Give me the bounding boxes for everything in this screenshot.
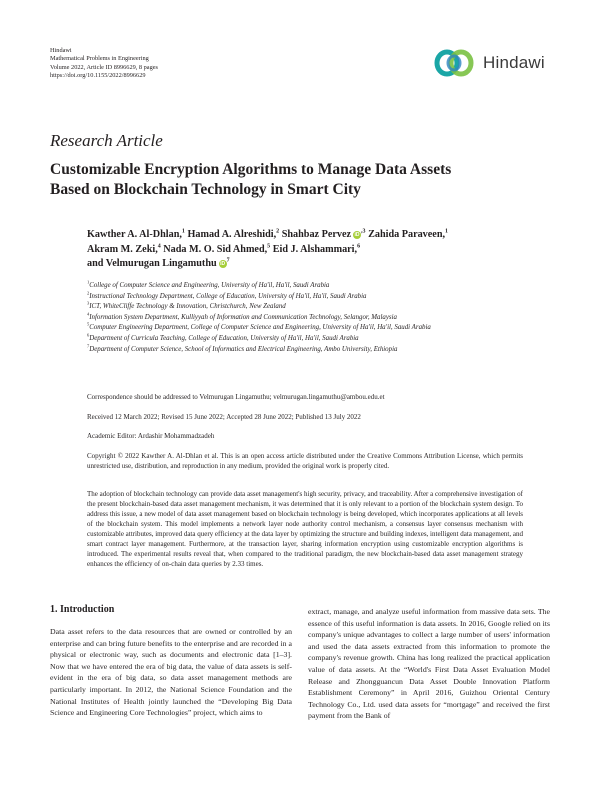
author-name: Akram M. Zeki,: [87, 243, 158, 255]
author-name: Eid J. Alshammari,: [272, 243, 358, 255]
abstract: The adoption of blockchain technology can provide data asset management's high security, privacy, and traceability. After a comprehensive investigation of the present blockchain-based data asset management mechanism, it was determined that it is only relevant to a portion of the blockchain system design. To address this issue, a new model of data asset management based on blockchain technology is being developed, which incorporates applications at all levels of the blockchain system. This model implements a network layer node authority control mechanism, a consensus layer consensus mechanism with customizable attributes, improved data query efficiency at the data layer by optimizing the structure and building indexes, intelligent data management, and smart contract layer management. Furthermore, at the transaction layer, sharing information encryption using customizable encryption algorithms is introduced. The experimental results reveal that, when compared to the traditional paradigm, the new blockchain-based data asset management strategy enhances the efficiency of on-chain data queries by 2.33 times.: [87, 490, 523, 568]
affiliation-mark: 5: [87, 322, 90, 328]
article-title: [50, 160, 520, 199]
affiliation: [87, 302, 537, 313]
affiliation: [87, 323, 537, 334]
affiliation: [87, 334, 537, 345]
copyright-notice: Copyright © 2022 Kawther A. Al-Dhlan et al. This is an open access article distributed under the Creative Commons Attribution License, which permits unrestricted use, distribution, and reproduction in any medium, provided the original work is properly cited.: [87, 452, 523, 470]
publication-dates: Received 12 March 2022; Revised 15 June 2022; Accepted 28 June 2022; Published 13 July 2022: [87, 413, 361, 421]
title-line: Based on Blockchain Technology in Smart City: [50, 180, 361, 198]
affiliation-text: Computer Engineering Department, College of Computer Science and Engineering, University of Ha'il, Ha'il, Saudi Arabia: [89, 324, 431, 332]
author-name: Kawther A. Al-Dhlan,: [87, 229, 182, 240]
author-name: Zahida Paraveen,: [368, 229, 446, 240]
author-affil-mark: 5: [267, 243, 271, 250]
author-name: Hamad A. Alreshidi,: [187, 229, 277, 240]
logo-wordmark: Hindawi: [483, 53, 545, 72]
orcid-icon[interactable]: iD: [220, 260, 226, 267]
affiliation-text: College of Computer Science and Engineering, University of Ha'il, Ha'il, Saudi Arabia: [89, 282, 330, 289]
affiliation: [87, 345, 537, 356]
correspondence: Correspondence should be addressed to Velmurugan Lingamuthu; velmurugan.lingamuthu@ambou.edu.et: [87, 393, 385, 401]
author-affil-mark: 7: [226, 257, 230, 264]
affiliation-text: Department of Curricula Teaching, College of Education, University of Ha'il, Ha'il, Saudi Arabia: [89, 334, 359, 342]
journal-name: Mathematical Problems in Engineering: [50, 55, 149, 63]
affiliation-text: Instructional Technology Department, College of Education, University of Ha'il, Ha'il, Saudi Arabia: [89, 292, 367, 300]
volume-line: Volume 2022, Article ID 8996629, 8 pages: [50, 63, 158, 71]
author-affil-mark: 6: [357, 243, 361, 250]
publisher-name: Hindawi: [50, 47, 72, 54]
doi-link[interactable]: https://doi.org/10.1155/2022/8996629: [50, 72, 146, 80]
affiliation: [87, 281, 537, 292]
author-affil-mark: 2: [276, 228, 280, 235]
author-name: Nada M. O. Sid Ahmed,: [163, 243, 268, 255]
affiliation-text: ICT, WhiteCliffe Technology & Innovation, Christchurch, New Zealand: [89, 303, 286, 311]
author-affil-mark: 1: [181, 228, 185, 235]
orcid-icon[interactable]: iD: [354, 231, 360, 238]
affiliation-mark: 1: [87, 279, 90, 285]
academic-editor: Academic Editor: Ardashir Mohammadzadeh: [87, 432, 215, 440]
title-line: Customizable Encryption Algorithms to Manage Data Assets: [50, 161, 452, 178]
section-heading: 1. Introduction: [50, 604, 115, 615]
author-name: Shahbaz Pervez: [281, 229, 352, 240]
affiliation-mark: 7: [87, 343, 90, 349]
affiliation-mark: 3: [87, 300, 90, 306]
author-list: [87, 228, 527, 272]
affiliation-mark: 4: [87, 311, 90, 317]
author-name: and Velmurugan Lingamuthu: [87, 258, 217, 269]
author-line: [87, 243, 527, 258]
author-affil-mark: 1: [445, 228, 449, 235]
hindawi-logo: [434, 46, 545, 80]
author-affil-mark: ,3: [361, 228, 366, 235]
body-column-right: extract, manage, and analyze useful information from massive data sets. The essence of this useful information is data assets. In 2016, Google relied on its company's unique advantages to collect a large number of users' information and used the data assets extracted from this information to promote the company's revenue growth. China has long realized the practical application value of data assets. At the “World's First Data Asset Evaluation Model Release and Zhongguancun Data Asset Double Innovation Platform Establishment Ceremony” in April 2016, Guizhou Oriental Century Technology Co., Ltd. used data assets for “mortgage” and received the first payment from the Bank of: [308, 607, 550, 721]
author-affil-mark: 4: [157, 243, 161, 250]
hindawi-rings-icon: [434, 48, 478, 78]
journal-metadata: [50, 47, 158, 81]
affiliation: [87, 292, 537, 303]
body-column-left: Data asset refers to the data resources that are owned or controlled by an enterprise and can bring future benefits to the enterprise and are recorded in a physical or electronic way, such as documents and electronic data [1–3]. Now that we have entered the era of big data, the value of data assets is self-evident in the era of big data, so data asset management methods are particularly important. In 2012, the National Science Foundation and the National Institutes of Health jointly launched the “Developing Big Data Science and Engineering Core Technologies” project, which aims to: [50, 627, 292, 718]
affiliation-list: [87, 281, 537, 355]
affiliation-mark: 6: [87, 332, 90, 338]
affiliation-text: Information System Department, Kulliyyah of Information and Communication Technology, Selangor, Malaysia: [89, 313, 397, 321]
affiliation-mark: 2: [87, 290, 90, 296]
affiliation: [87, 313, 537, 324]
article-type: Research Article: [50, 131, 163, 150]
author-line: [87, 257, 527, 272]
affiliation-text: Department of Computer Science, School of Informatics and Electrical Engineering, Ambo University, Ethiopia: [89, 345, 398, 353]
author-line: [87, 228, 527, 243]
